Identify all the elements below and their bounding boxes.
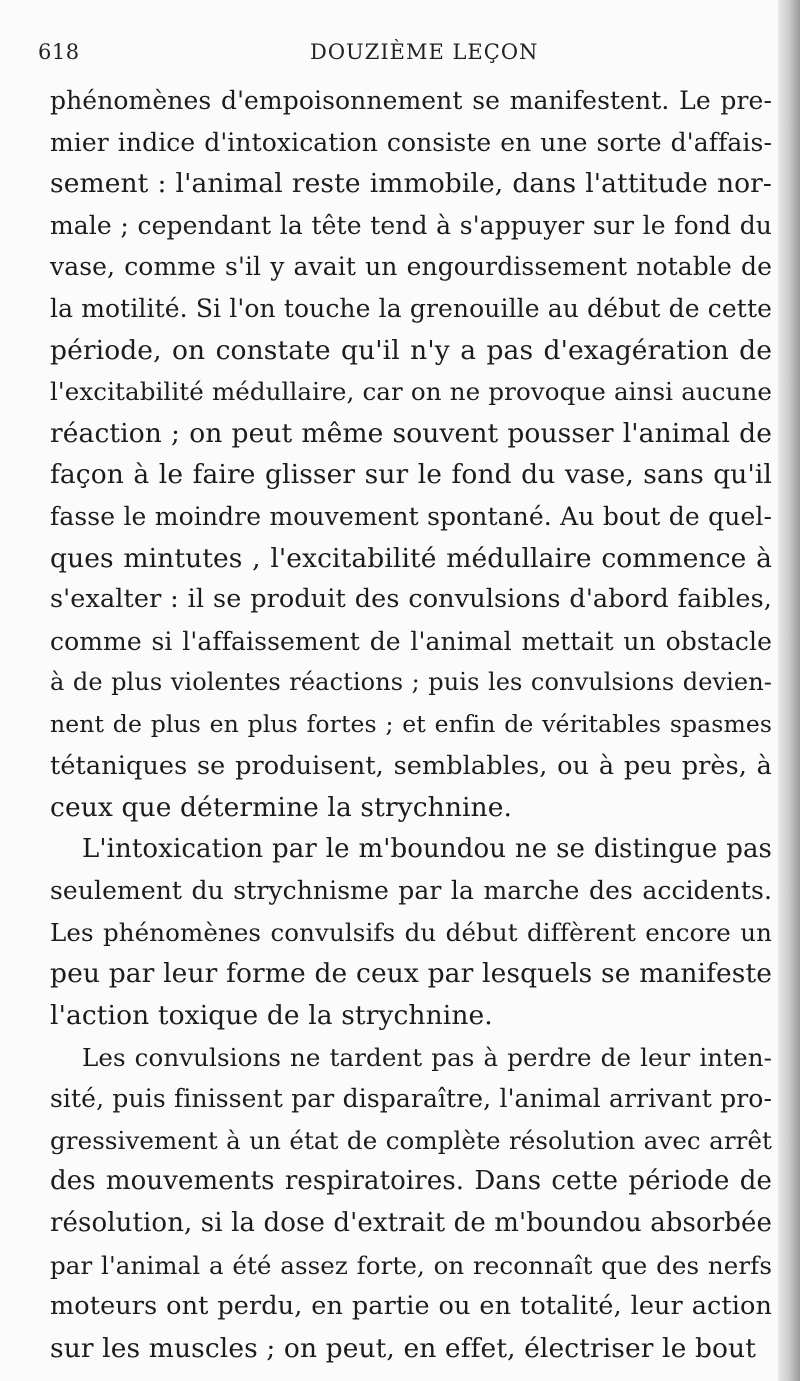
text-line: nent de plus en plus fortes ; et enfin de véritables spasmes <box>50 709 772 738</box>
page-gutter-shadow <box>778 0 800 1381</box>
text-line: seulement du strychnisme par la marche des accidents. <box>50 876 772 906</box>
text-line: sur les muscles ; on peut, en effet, électriser le bout <box>50 1332 756 1364</box>
body-text <box>50 80 772 1369</box>
text-line: gressivement à un état de complète résolution avec arrêt <box>50 1125 772 1155</box>
text-line: Les phénomènes convulsifs du début diffèrent encore un <box>50 917 772 947</box>
text-line: fasse le moindre mouvement spontané. Au bout de quel- <box>50 501 772 531</box>
text-line: vase, comme s'il y avait un engourdissement notable de <box>50 252 772 282</box>
text-line: l'action toxique de la strychnine. <box>50 1000 493 1032</box>
page-number: 618 <box>38 40 80 64</box>
text-line: moteurs ont perdu, en partie ou en totalité, leur action <box>50 1291 772 1322</box>
text-line: période, on constate qu'il n'y a pas d'exagération de <box>50 334 772 366</box>
text-line: s'exalter : il se produit des convulsions d'abord faibles, <box>50 584 772 615</box>
text-line: L'intoxication par le m'boundou ne se distingue pas <box>82 833 772 864</box>
text-line: par l'animal a été assez forte, on reconnaît que des nerfs <box>50 1250 772 1280</box>
text-line: l'excitabilité médullaire, car on ne provoque ainsi aucune <box>50 377 772 407</box>
text-line: mier indice d'intoxication consiste en une sorte d'affais- <box>50 127 772 157</box>
text-line: tétaniques se produisent, semblables, ou à peu près, à <box>50 750 772 781</box>
text-line: ceux que détermine la strychnine. <box>50 792 513 824</box>
text-line: phénomènes d'empoisonnement se manifestent. Le pre- <box>50 86 772 115</box>
text-line: ques mintutes , l'excitabilité médullaire commence à <box>50 542 772 574</box>
paragraph <box>50 1037 772 1370</box>
text-line: peu par leur forme de ceux par lesquels se manifeste <box>50 958 772 990</box>
text-line: la motilité. Si l'on touche la grenouille au début de cette <box>50 293 772 323</box>
paragraph <box>50 829 772 1037</box>
running-head: DOUZIÈME LEÇON <box>310 40 539 64</box>
text-line: comme si l'affaissement de l'animal mettait un obstacle <box>50 626 772 656</box>
page-header <box>38 32 740 72</box>
text-line: male ; cependant la tête tend à s'appuyer sur le fond du <box>50 210 772 240</box>
text-line: réaction ; on peut même souvent pousser l'animal de <box>50 417 772 449</box>
text-line: résolution, si la dose d'extrait de m'boundou absorbée <box>50 1208 772 1239</box>
paragraph <box>50 80 772 829</box>
text-line: façon à le faire glisser sur le fond du vase, sans qu'il <box>50 459 772 491</box>
text-line: à de plus violentes réactions ; puis les convulsions devien- <box>50 668 772 697</box>
text-line: sement : l'animal reste immobile, dans l'attitude nor- <box>50 168 772 200</box>
text-line: sité, puis finissent par disparaître, l'animal arrivant pro- <box>50 1084 772 1114</box>
text-line: Les convulsions ne tardent pas à perdre de leur inten- <box>82 1042 772 1072</box>
text-line: des mouvements respiratoires. Dans cette période de <box>50 1166 772 1197</box>
